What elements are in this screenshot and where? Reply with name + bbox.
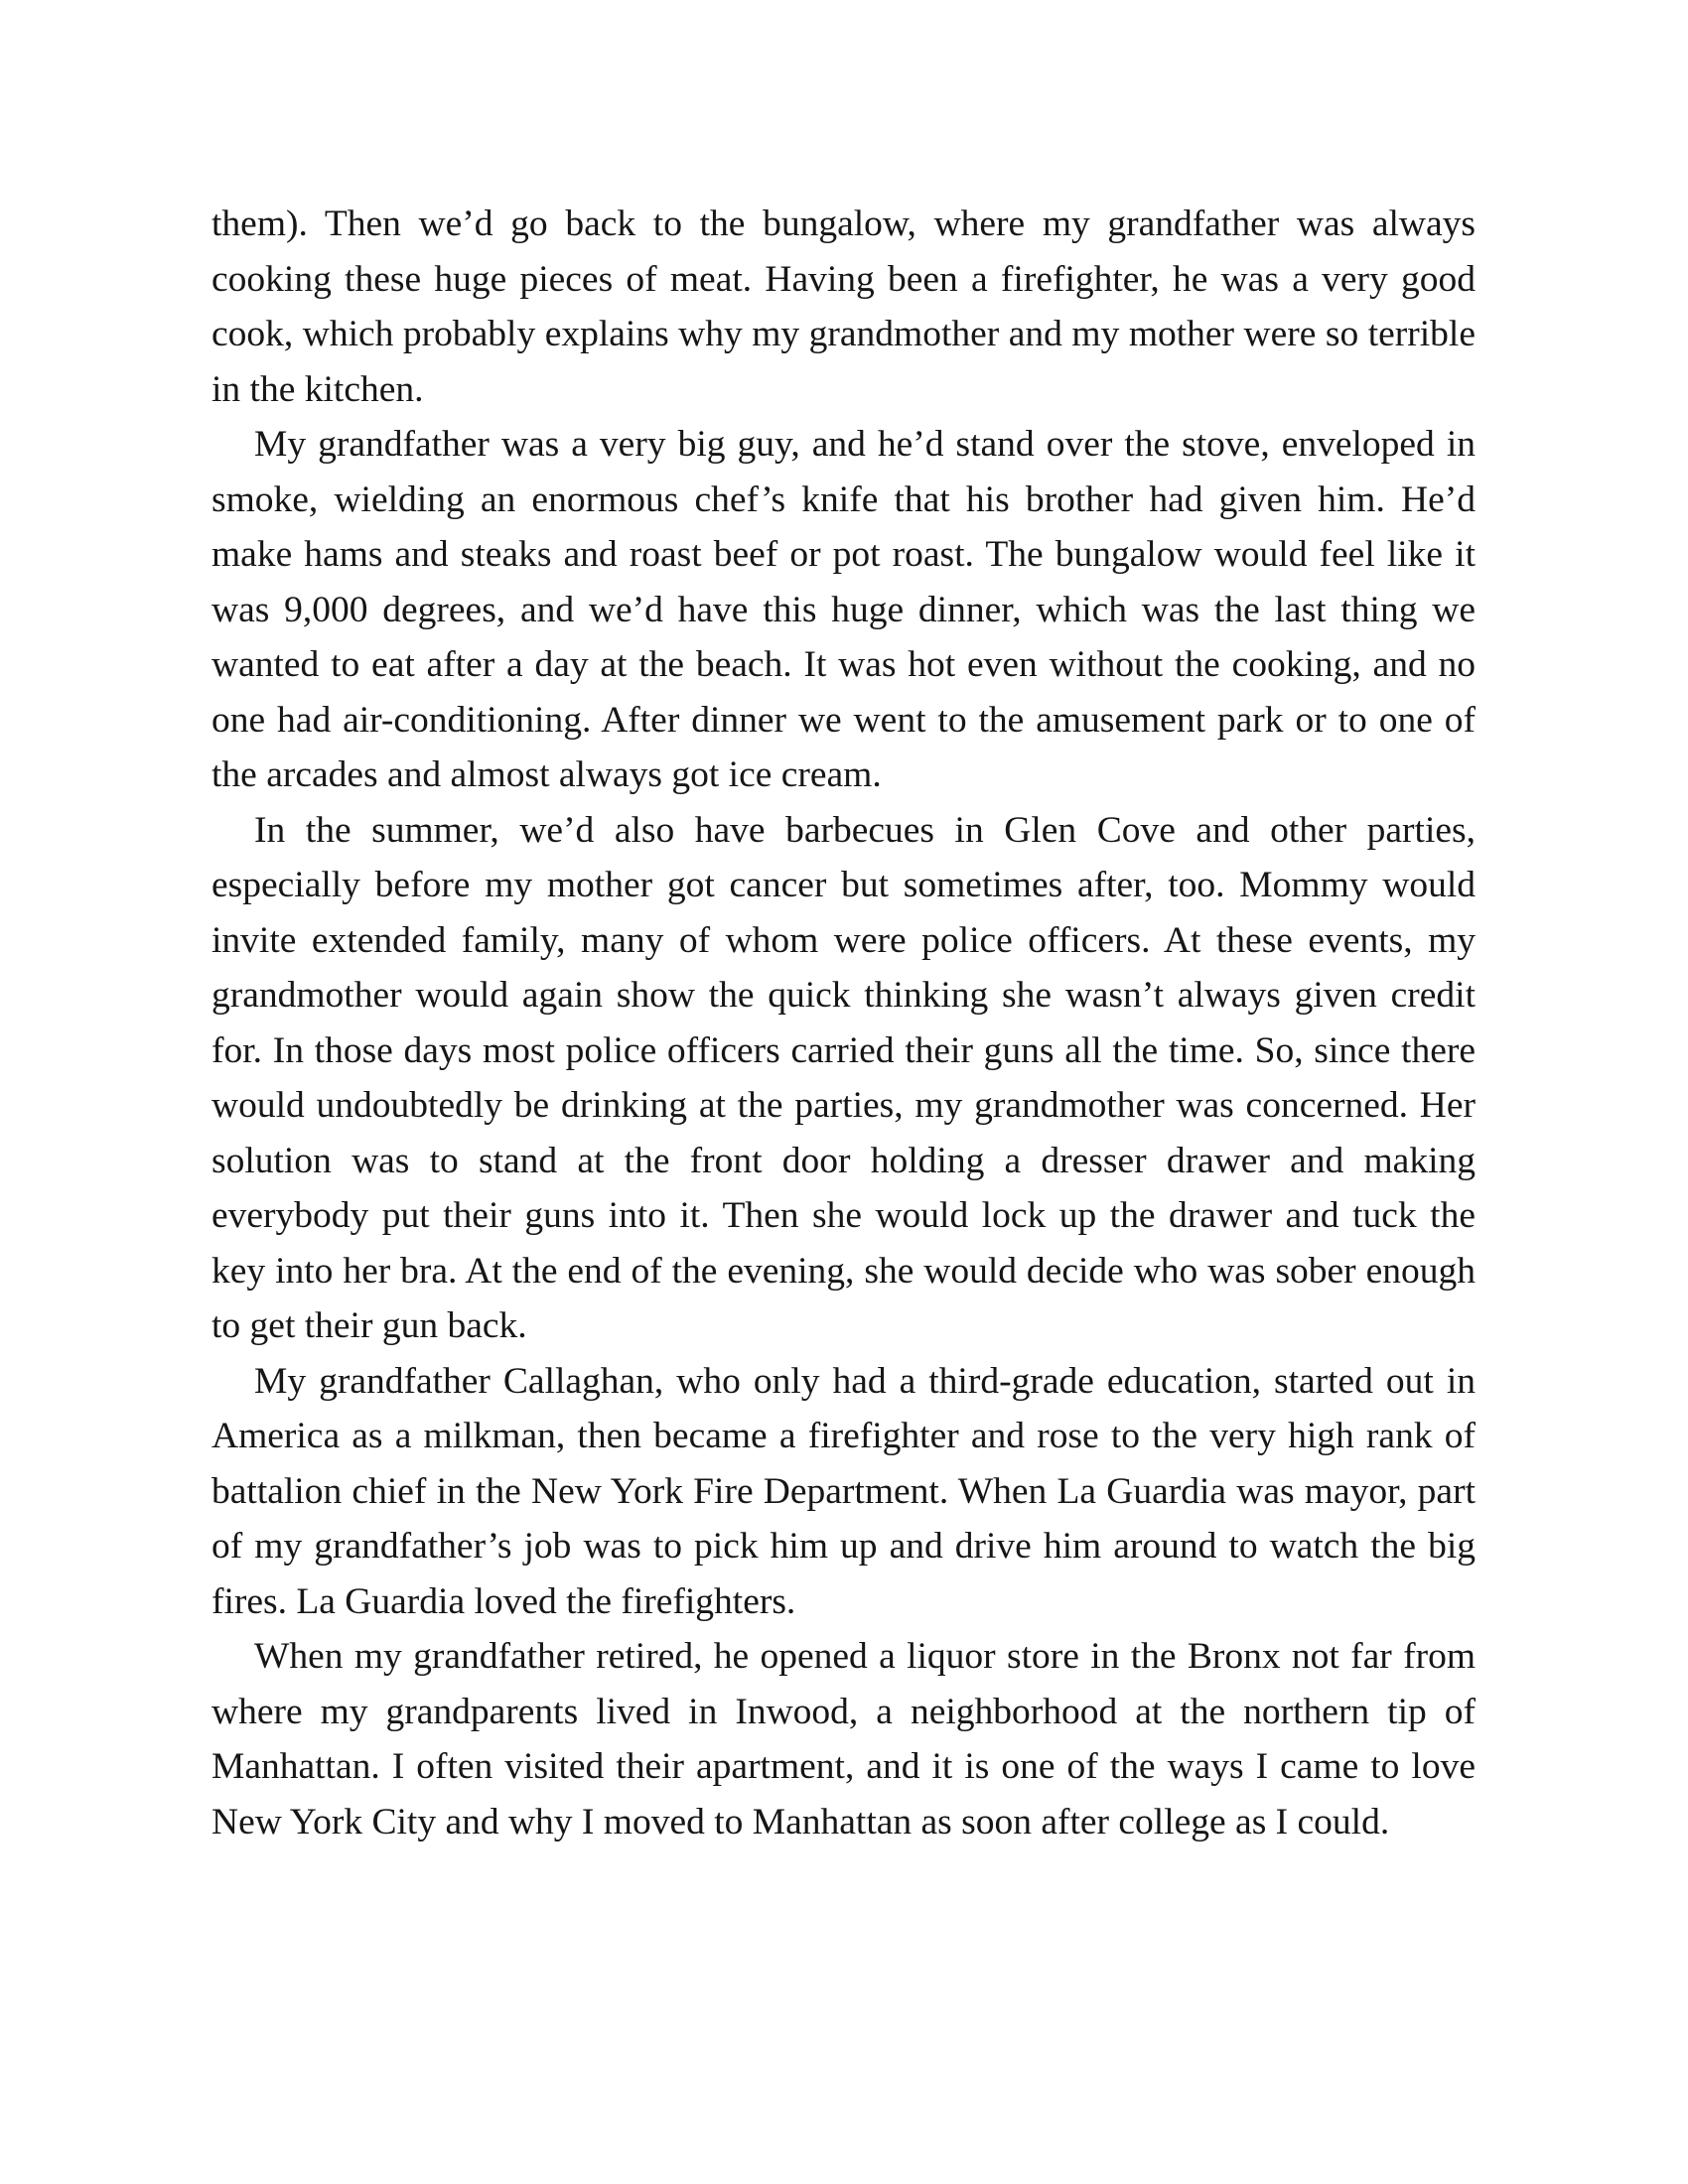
paragraph: When my grandfather retired, he opened a liquor store in the Bronx not far from where my grandparents lived in Inwood, a neighborhood at the northern tip of Manhattan. I often visited their apartment, and it is one of the ways I came to love New York City and why I moved to Manhattan as soon after college as I could. xyxy=(211,1636,1476,1843)
body-text xyxy=(211,197,1476,1849)
paragraph: My grandfather Callaghan, who only had a third-grade education, started out in America as a milkman, then became a firefighter and rose to the very high rank of battalion chief in the New York Fire Department. When La Guardia was mayor, part of my grandfather’s job was to pick him up and drive him around to watch the big fires. La Guardia loved the firefighters. xyxy=(211,1360,1476,1622)
paragraph-continued: them). Then we’d go back to the bungalow, where my grandfather was always cooking these huge pieces of meat. Having been a firefighter, he was a very good cook, which probably explains why my grandmother and my mother were so terrible in the kitchen. xyxy=(211,204,1476,410)
paragraph: In the summer, we’d also have barbecues in Glen Cove and other parties, especially before my mother got cancer but sometimes after, too. Mommy would invite extended family, many of whom were police officers. At these events, my grandmother would again show the quick thinking she wasn’t always given credit for. In those days most police officers carried their guns all the time. So, since there would undoubtedly be drinking at the parties, my grandmother was concerned. Her solution was to stand at the front door holding a dresser drawer and making everybody put their guns into it. Then she would lock up the drawer and tuck the key into her bra. At the end of the evening, she would decide who was sober enough to get their gun back. xyxy=(211,809,1476,1346)
paragraph: My grandfather was a very big guy, and he’d stand over the stove, enveloped in smoke, wielding an enormous chef’s knife that his brother had given him. He’d make hams and steaks and roast beef or pot roast. The bungalow would feel like it was 9,000 degrees, and we’d have this huge dinner, which was the last thing we wanted to eat after a day at the beach. It was hot even without the cooking, and no one had air-conditioning. After dinner we went to the amusement park or to one of the arcades and almost always got ice cream. xyxy=(211,424,1476,795)
